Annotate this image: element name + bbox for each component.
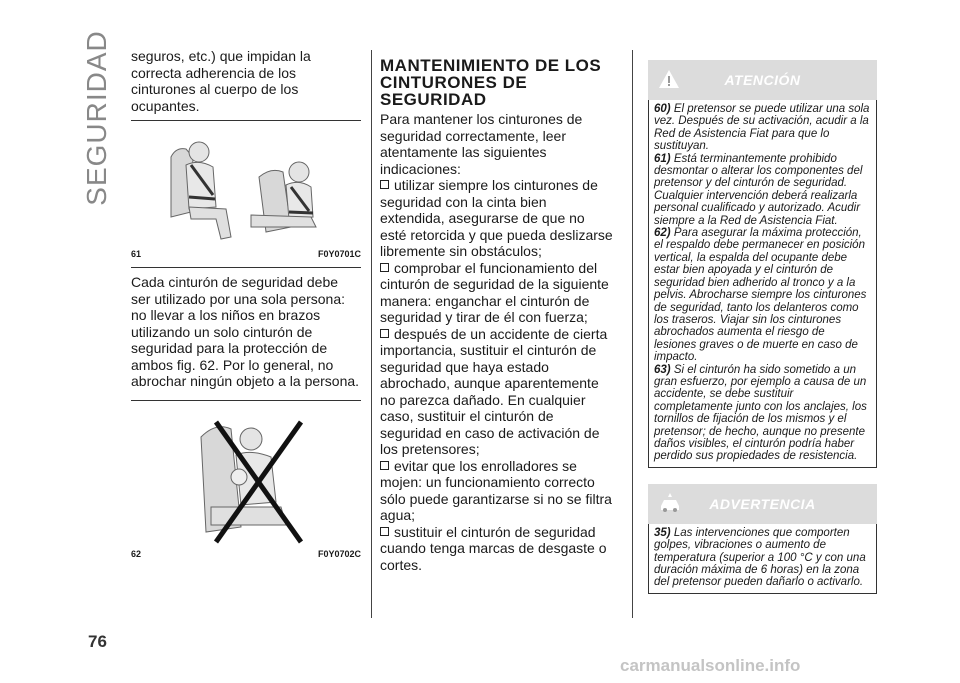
figure-rule [131,400,361,401]
list-item-text: evitar que los enrolladores se mojen: un funcionamiento correcto sólo puede garantizarse si no se filtra agua; [380,457,612,523]
figure-61-seated-passengers [131,127,361,247]
list-item [380,326,615,458]
warning-title: ADVERTENCIA [709,495,816,512]
body-paragraph: Cada cinturón de seguridad debe ser utilizado por una sola persona: no llevar a los niños en brazos utilizando un solo cinturón de seguridad para la protección de ambos fig. 62. Por lo general, no abrochar ningún objeto a la persona. [131,274,360,389]
figure-code: F0Y0701C [317,249,361,259]
note-number: 60) [654,103,671,115]
note-text: Está terminantemente prohibido desmontar o alterar los componentes del pretensor y del cinturón de seguridad. Cualquier intervención deberá realizarla personal cualificado y autorizado. Acudir siempre a la Red de Asistencia Fiat. [654,152,863,227]
column-1 [131,48,361,567]
page-number: 76 [88,632,107,651]
section-heading: MANTENIMIENTO DE LOS CINTURONES DE SEGURIDAD [380,56,602,109]
attention-title: ATENCIÓN [724,72,801,88]
note-number: 61) [654,152,671,165]
watermark: carmanualsonline.info [620,656,801,675]
list-item-text: después de un accidente de cierta importancia, sustituir el cinturón de seguridad que haya estado abrochado, aunque aparentemente no parezca dañado. En cualquier caso, sustituir el cinturón de seguridad en caso de activación de los pretensores; [380,325,608,457]
list-item-text: comprobar el funcionamiento del cinturón de seguridad de la siguiente manera: enganchar el cinturón de seguridad y tirar de él con fuerza; [380,259,609,325]
intro-paragraph: Para mantener los cinturones de seguridad correctamente, leer atentamente las siguientes indicaciones: [380,111,583,177]
note-item [654,364,870,463]
seatbelt-illustration [131,127,361,247]
note-text: El pretensor se puede utilizar una sola vez. Después de su activación, acudir a la Red de Asistencia Fiat para que lo sustituyan. [654,103,870,153]
column-3 [648,60,877,594]
list-item-text: utilizar siempre los cinturones de seguridad con la cinta bien extendida, asegurarse de que no esté retorcida y que pueda deslizarse libremente sin obstáculos; [380,177,613,259]
checkbox-bullet-icon [380,263,389,272]
figure-62-child-in-arms [131,407,361,547]
note-item [654,103,870,153]
list-item [380,260,615,326]
section-side-label [81,30,112,206]
list-item [380,177,615,260]
note-number: 62) [654,227,671,240]
attention-box-header [648,60,877,100]
figure-caption [131,549,361,559]
prohibited-illustration [131,407,361,547]
figure-rule [131,267,361,268]
note-number: 63) [654,363,671,376]
list-item-text: sustituir el cinturón de seguridad cuando tenga marcas de desgaste o cortes. [380,523,607,573]
figure-caption [131,249,361,259]
attention-box-body [648,100,877,468]
column-divider [371,50,372,618]
figure-code: F0Y0702C [317,548,361,559]
column-2 [380,55,615,573]
car-wrench-icon [658,492,682,514]
note-text: Las intervenciones que comporten golpes, vibraciones o aumento de temperatura (superior a 100 °C y con una duración máxima de 6 horas) en la zona del pretensor pueden dañarlo o activarlo. [654,526,866,589]
warning-box-body [648,524,877,594]
figure-rule [131,120,361,121]
list-item [380,458,615,524]
column-divider [632,50,633,618]
note-text: Para asegurar la máxima protección, el respaldo debe permanecer en posición vertical, la espalda del ocupante debe estar bien apoyada y el cinturón de seguridad bien adherido al tronco y a la pelvis. Abrocharse siempre los cinturones de seguridad, tanto los delanteros como los traseros. Viajar sin los cinturones abrochados aumenta el riesgo de lesiones graves o de muerte en caso de impacto. [654,227,867,364]
note-item [654,227,870,363]
checkbox-bullet-icon [380,461,389,470]
checkbox-bullet-icon [380,180,389,189]
intro-paragraph: seguros, etc.) que impidan la correcta adherencia de los cinturones al cuerpo de los ocupantes. [131,48,311,114]
checkbox-bullet-icon [380,329,389,338]
figure-number: 62 [131,548,142,559]
figure-number: 61 [131,249,142,259]
warning-triangle-icon [658,68,680,90]
warning-box-header [648,484,877,524]
note-item [654,153,870,227]
note-item [654,527,870,589]
list-item [380,524,615,574]
section-label-text: SEGURIDAD [81,30,112,206]
note-text: Si el cinturón ha sido sometido a un gran esfuerzo, por ejemplo a causa de un accidente, se debe sustituir completamente junto con los anclajes, los tornillos de fijación de los mismos y el pretensor; de hecho, aunque no presente daños visibles, el cinturón podría haber perdido sus propiedades de resistencia. [654,363,867,463]
checkbox-bullet-icon [380,527,389,536]
note-number: 35) [654,526,671,539]
